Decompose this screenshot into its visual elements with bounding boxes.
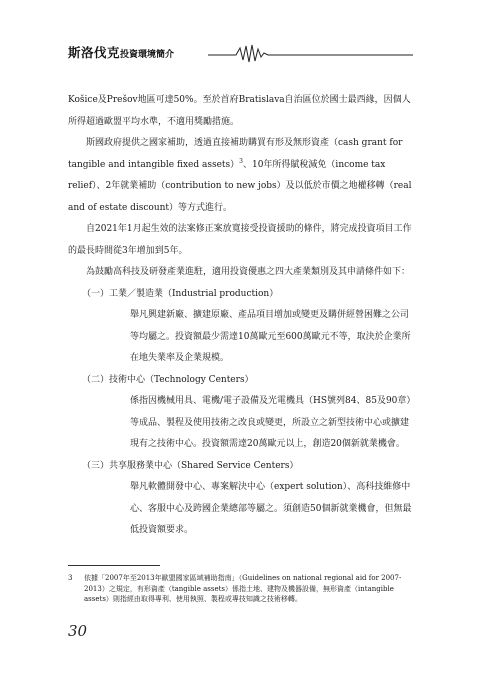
header-wave-line-icon [208,40,413,66]
footnote-ref: 3 [239,157,243,165]
header-title-main: 斯洛伐克 [68,45,121,60]
footnote-number: 3 [68,574,73,582]
header-title [68,43,174,61]
header-title-sub: 投資環境簡介 [120,50,175,60]
section-3-heading: （三）共享服務業中心（Shared Service Centers） [82,460,299,471]
footnote-divider [68,565,160,566]
section-3-body: 舉凡軟體開發中心、專案解決中心（expert solution）、高科技維修中心、客服中心及跨國企業總部等屬之。須創造50個新就業機會，但無最低投資額要求。 [130,482,412,535]
paragraph-3: 自2021年1月起生效的法案修正案放寬接受投資援助的條件，將完成投資項目工作的最長時間從3年增加到5年。 [68,224,412,256]
paragraph-1: Košice及Prešov地區可達50%。至於首府Bratislava自治區位於國士最西緣，因個人所得超過歐盟平均水準，不適用獎勵措施。 [68,95,411,127]
paragraph-4: 為鼓勵高科技及研發產業進駐，適用投資優惠之四大產業類別及其申請條件如下： [86,267,411,277]
page-number: 30 [68,622,88,640]
section-1-body: 舉凡興建新廠、擴建原廠、產品項目增加或變更及購併經營困難之公司等均屬之。投資額最少需達10萬歐元至600萬歐元不等，取決於企業所在地失業率及企業規模。 [130,310,411,363]
section-1-heading: （一）工業／製造業（Industrial production） [82,288,279,299]
paragraph-2-part-a: 斯國政府提供之國家補助，透過直接補助購買有形及無形資產（cash grant for tangible and intangible fixed assets） [68,138,403,170]
body-text [68,90,413,542]
running-header [68,40,413,66]
section-2-body: 係指因機械用具、電機/電子設備及光電機具（HS號列84、85及90章）等成品、製程及使用技術之改良或變更，所設立之新型技術中心或擴建現有之技術中心。投資額需達20萬歐元以上，創造20個新就業機會。 [130,396,411,449]
paragraph-2-part-b: 、10年所得賦稅減免（income tax relief）、2年就業補助（contribution to new jobs）及以低於市價之地權移轉（real and of estate discount）等方式進行。 [68,159,412,213]
paragraph-2 [68,133,413,219]
section-2-heading: （二）技術中心（Technology Centers） [82,374,254,385]
footnote-text: 依據「2007年至2013年歐盟國家區域補助指南」（Guidelines on national regional aid for 2007-2013）之規定，有形資產（tangible assets）係指土地、建物及機器設備，無形資產（intangible assets）則指經由取得專利、使用執照、製程或專技知識之技術移轉。 [84,574,402,603]
footnote [68,573,413,605]
